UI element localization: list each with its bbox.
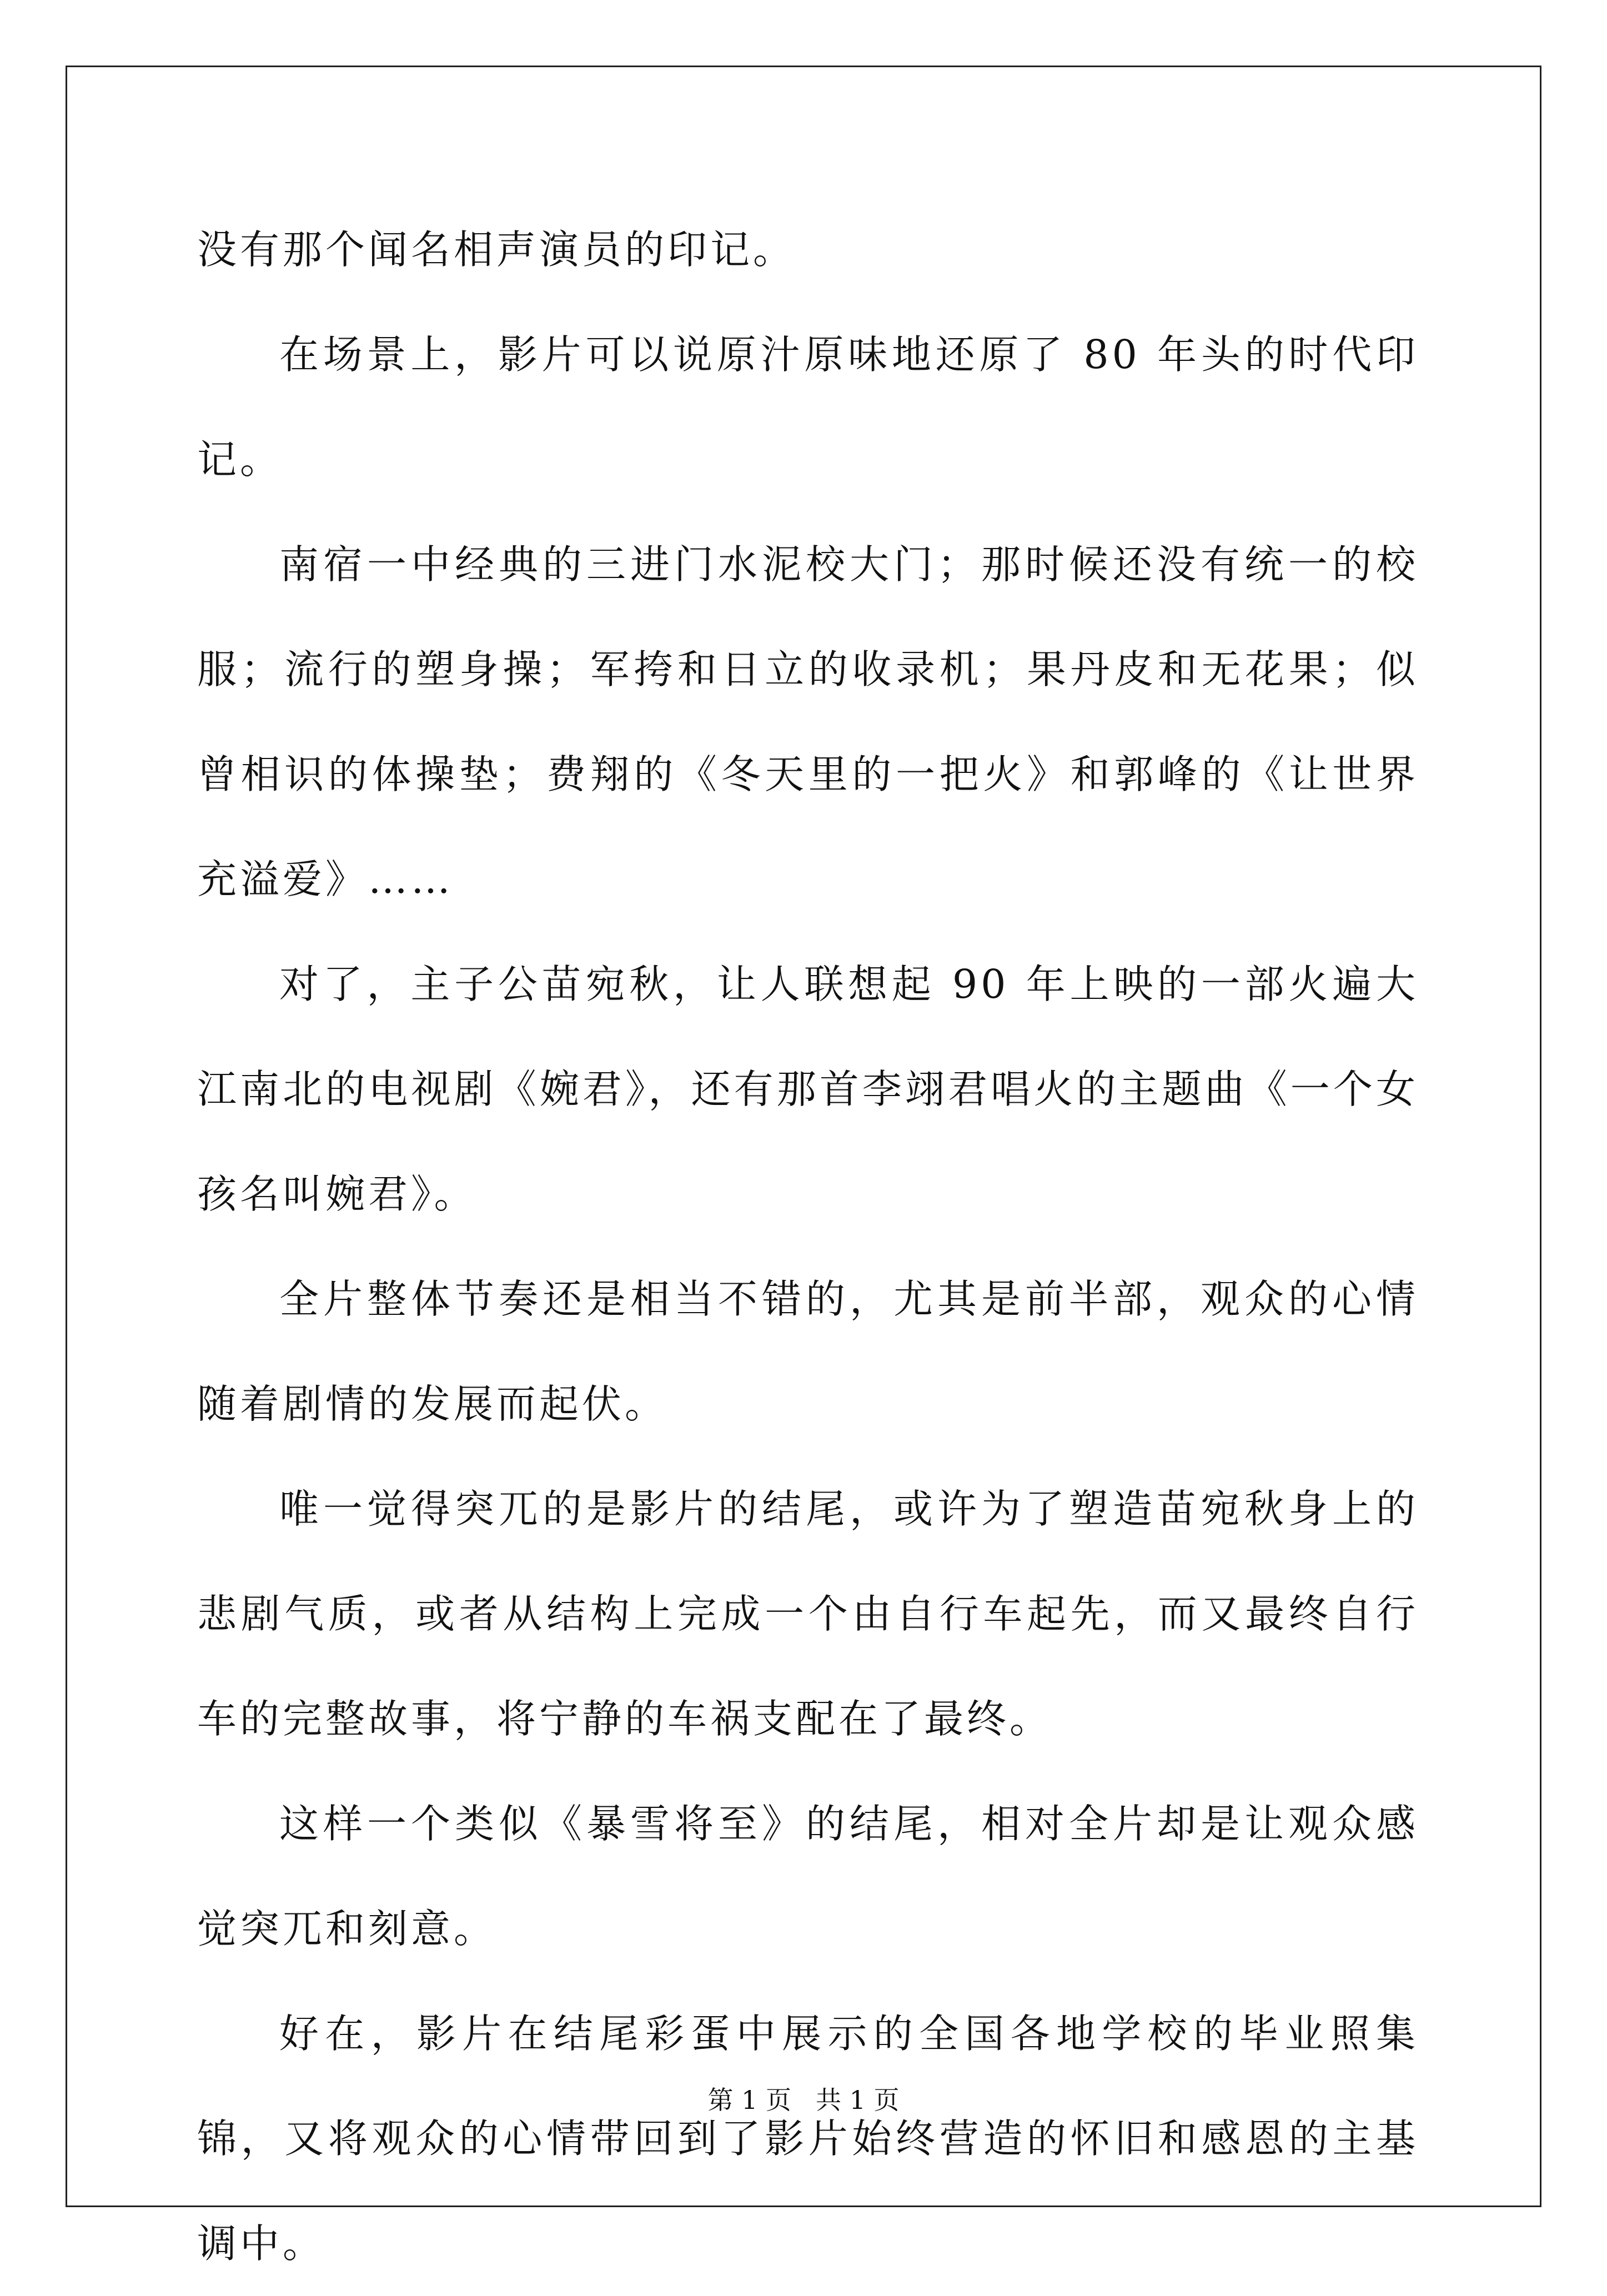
page-number: 第 1 页 [707, 2085, 791, 2115]
paragraph: 好在，影片在结尾彩蛋中展示的全国各地学校的毕业照集锦，又将观众的心情带回到了影片始终营造的怀旧和感恩的主基调中。 [197, 2011, 1419, 2267]
page-footer [0, 2083, 1607, 2117]
paragraph: 全片整体节奏还是相当不错的，尤其是前半部，观众的心情随着剧情的发展而起伏。 [197, 1276, 1419, 1427]
paragraph: 唯一觉得突兀的是影片的结尾，或许为了塑造苗宛秋身上的悲剧气质，或者从结构上完成一个由自行车起先，而又最终自行车的完整故事，将宁静的车祸支配在了最终。 [197, 1486, 1419, 1742]
paragraph: 南宿一中经典的三进门水泥校大门；那时候还没有统一的校服；流行的塑身操；军挎和日立的收录机；果丹皮和无花果；似曾相识的体操垫；费翔的《冬天里的一把火》和郭峰的《让世界充溢爱》…… [197, 541, 1419, 902]
paragraph: 没有那个闻名相声演员的印记。 [197, 227, 796, 273]
paragraph: 在场景上，影片可以说原汁原味地还原了 80 年头的时代印记。 [197, 331, 1419, 483]
paragraph: 对了，主子公苗宛秋，让人联想起 90 年上映的一部火遍大江南北的电视剧《婉君》，还有那首李翊君唱火的主题曲《一个女孩名叫婉君》。 [197, 961, 1419, 1217]
page-total: 共 1 页 [816, 2085, 900, 2115]
document-body [197, 197, 1419, 2296]
paragraph: 这样一个类似《暴雪将至》的结尾，相对全片却是让观众感觉突兀和刻意。 [197, 1801, 1419, 1952]
